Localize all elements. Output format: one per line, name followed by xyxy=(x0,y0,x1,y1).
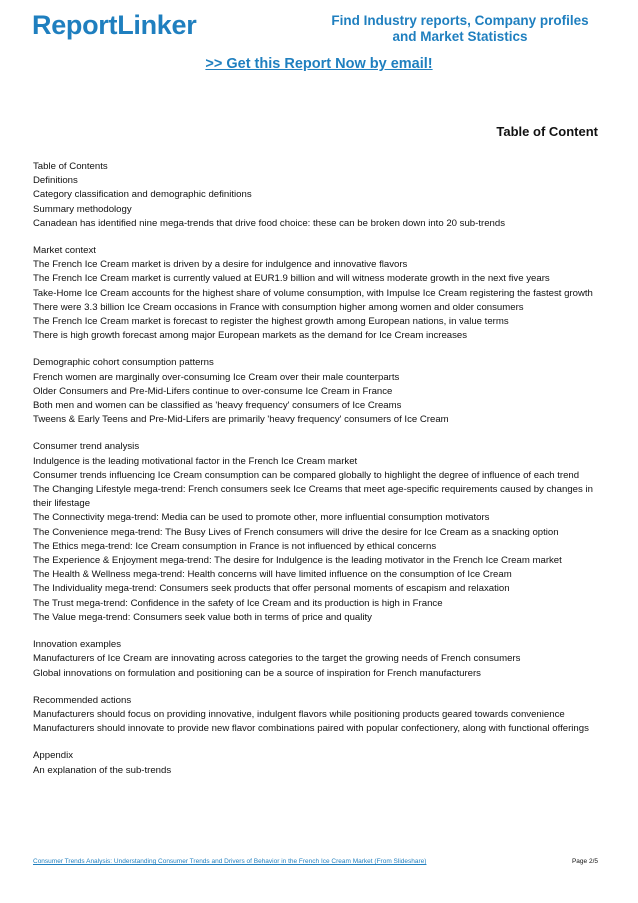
toc-entry: Tweens & Early Teens and Pre-Mid-Lifers are primarily 'heavy frequency' consumers of Ice Cream xyxy=(33,414,449,426)
toc-entry: There is high growth forecast among major European markets as the demand for Ice Cream increases xyxy=(33,330,468,342)
get-report-link[interactable]: >> Get this Report Now by email! xyxy=(205,56,433,72)
toc-section-heading: Market context xyxy=(33,245,96,257)
toc-section xyxy=(33,638,608,681)
page-number: Page 2/5 xyxy=(571,858,598,865)
toc-section-heading: Consumer trend analysis xyxy=(33,441,140,453)
toc-section xyxy=(33,694,608,737)
toc-section xyxy=(33,440,608,625)
tagline-line-2: and Market Statistics xyxy=(392,29,528,44)
toc-entry: The Connectivity mega-trend: Media can be used to promote other, more influential consumption motivators xyxy=(33,512,490,524)
tagline xyxy=(330,13,590,45)
tagline-line-1: Find Industry reports, Company profiles xyxy=(331,13,589,28)
page-title: Table of Content xyxy=(496,124,598,139)
toc-entry: Canadean has identified nine mega-trends that drive food choice: these can be broken down into 20 sub-trends xyxy=(33,217,506,229)
toc-entry: The Changing Lifestyle mega-trend: French consumers seek Ice Creams that meet age-specific requirements caused by changes in xyxy=(33,484,593,496)
toc-entry: An explanation of the sub-trends xyxy=(33,764,172,776)
toc-entry: French women are marginally over-consuming Ice Cream over their male counterparts xyxy=(33,371,400,383)
toc-entry: Indulgence is the leading motivational factor in the French Ice Cream market xyxy=(33,455,358,467)
toc-entry: The Individuality mega-trend: Consumers seek products that offer personal moments of escapism and relaxation xyxy=(33,583,510,595)
toc-entry: Definitions xyxy=(33,175,78,187)
toc-entry: The Value mega-trend: Consumers seek value both in terms of price and quality xyxy=(33,611,372,623)
toc-entry: Older Consumers and Pre-Mid-Lifers continue to over-consume Ice Cream in France xyxy=(33,385,393,397)
toc-entry: Manufacturers should innovate to provide new flavor combinations paired with popular confectionery, along with functional offerings xyxy=(33,723,589,735)
toc-section xyxy=(33,749,608,777)
toc-entry: Summary methodology xyxy=(33,203,132,215)
toc-entry: Manufacturers should focus on providing innovative, indulgent flavors while positioning products geared towards convenience xyxy=(33,708,565,720)
reportlinker-logo[interactable]: ReportLinker xyxy=(32,10,197,40)
toc-entry: Global innovations on formulation and positioning can be a source of inspiration for French manufacturers xyxy=(33,667,481,679)
toc-entry: Both men and women can be classified as 'heavy frequency' consumers of Ice Creams xyxy=(33,400,402,412)
toc-entry: The Ethics mega-trend: Ice Cream consumption in France is not influenced by ethical concerns xyxy=(33,540,437,552)
toc-section-heading: Innovation examples xyxy=(33,639,121,651)
table-of-contents xyxy=(33,160,608,791)
toc-section xyxy=(33,160,608,231)
toc-section-heading: Recommended actions xyxy=(33,694,132,706)
toc-section-heading: Table of Contents xyxy=(33,161,108,172)
toc-entry: Manufacturers of Ice Cream are innovating across categories to the target the growing needs of French consumers xyxy=(33,653,521,665)
toc-entry: The Experience & Enjoyment mega-trend: The desire for Indulgence is the leading motivator in the French Ice Cream market xyxy=(33,555,562,567)
cta-container xyxy=(0,55,638,73)
toc-entry: Consumer trends influencing Ice Cream consumption can be compared globally to highlight the degree of influence of each trend xyxy=(33,469,580,481)
toc-entry: There were 3.3 billion Ice Cream occasions in France with consumption higher among women and older consumers xyxy=(33,301,524,313)
toc-entry: The French Ice Cream market is forecast to register the highest growth among European nations, in value terms xyxy=(33,316,509,328)
toc-section xyxy=(33,356,608,427)
footer-report-link[interactable]: Consumer Trends Analysis: Understanding Consumer Trends and Drivers of Behavior in the French Ice Cream Market (From Slideshare) xyxy=(33,858,427,865)
toc-entry: The French Ice Cream market is driven by a desire for indulgence and innovative flavors xyxy=(33,259,408,271)
toc-entry: Take-Home Ice Cream accounts for the highest share of volume consumption, with Impulse Ice Cream registering the fastest growth xyxy=(33,287,593,299)
toc-section-heading: Appendix xyxy=(33,750,74,762)
toc-entry: Category classification and demographic definitions xyxy=(33,189,252,201)
toc-entry: their lifestage xyxy=(33,498,91,510)
toc-entry: The Trust mega-trend: Confidence in the safety of Ice Cream and its production is high in France xyxy=(33,597,443,609)
toc-entry: The Health & Wellness mega-trend: Health concerns will have limited influence on the consumption of Ice Cream xyxy=(33,569,512,581)
toc-entry: The French Ice Cream market is currently valued at EUR1.9 billion and will witness moderate growth in the next five years xyxy=(33,273,550,285)
toc-entry: The Convenience mega-trend: The Busy Lives of French consumers will drive the desire for Ice Cream as a snacking option xyxy=(33,526,559,538)
toc-section-heading: Demographic cohort consumption patterns xyxy=(33,357,214,369)
toc-section xyxy=(33,244,608,343)
